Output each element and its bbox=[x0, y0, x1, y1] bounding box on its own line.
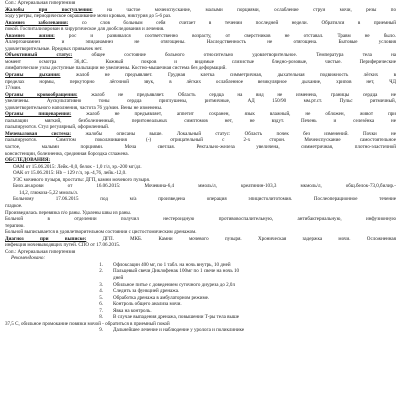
recommendation-number: 4. bbox=[99, 288, 103, 295]
line-text: ОАМ от 15.06.2015: Лейк.-0,0, белок - 1,0 г/л, эр.-200 мг/дл. bbox=[13, 163, 142, 170]
recommendation-text: Пальцевый свечи Диклофенак 100мг по 1 свече на ночь 10 bbox=[113, 268, 239, 275]
line-text: жалоб не предъявляет, аппетит сохранен, язык влажный, не обложен, живот при bbox=[71, 111, 396, 118]
line-text: общее состояние больного относительно удовлетворительное. Температура тела на bbox=[72, 52, 396, 59]
recommendations-section bbox=[5, 255, 396, 334]
line-text: пределах нормы, перкуторно лёгочной звук, в лёгких ослабленное везикулярное дыхание, хрипов нет, ЧД bbox=[5, 78, 396, 85]
section-label: Анамнез заболевания: bbox=[5, 19, 69, 26]
recommendation-text: Явка на контроль. bbox=[113, 307, 152, 314]
line-text: пальпируются. Стул регулярный, оформленный. bbox=[5, 124, 110, 131]
section-label: Анамнез жизни: bbox=[5, 32, 55, 39]
line-text: со слов больным себя считает в течении последней недели. Обратился в приемный bbox=[68, 19, 396, 26]
recommendation-continuation: дней bbox=[113, 274, 124, 281]
recommendation-number: 6. bbox=[99, 301, 103, 308]
section-label: ОБСЛЕДОВАНИЯ: bbox=[5, 157, 51, 164]
line-text: жалоб не предъявляет. Область сердца на вид не изменена, границы сердца не bbox=[77, 91, 396, 98]
recommendation-text: Дальнейшее лечение и наблюдение у уролога и поликлинике bbox=[113, 327, 245, 334]
line-text: пальпируются. Симптом поколачивания (-) отрицательный с 2-х сторон. Мочеиспускание самостоятельное bbox=[5, 137, 396, 144]
document-line bbox=[5, 79, 396, 86]
line-text: на частое мочеиспускание, малыми порциями, ослабление струи мочи, резы по bbox=[92, 6, 396, 13]
line-text: УЗС мочевого пузыря, простаты: ДГП, камни мочевого пузыря. bbox=[13, 176, 151, 183]
recommendation-continuation: 37,5 С, обильное промокание повязки мочой - обратиться в приемный покой bbox=[5, 320, 170, 327]
recommendation-text: Следить за функцией дренажа. bbox=[113, 288, 180, 295]
recommendations-list bbox=[5, 262, 396, 334]
recommendation-item bbox=[5, 314, 396, 321]
recommendation-number: 1. bbox=[99, 261, 103, 268]
document-body bbox=[5, 0, 396, 255]
recommendation-number: 8. bbox=[99, 314, 103, 321]
line-text: Больной в отделении получил нестероидную противовоспалительную, антибактериальную, инфузионную bbox=[5, 216, 396, 223]
recommendation-number: 2. bbox=[99, 268, 103, 275]
line-text: момент осмотра 36,4С. Кожный покров и видимые слизистые бледно-розовые, чистые. Периферические bbox=[5, 58, 396, 65]
section-label: Органы кровообращения: bbox=[5, 91, 78, 98]
line-text: Соп.: Артериальная гипертензия bbox=[5, 0, 76, 6]
line-text: увеличены. Аускультативно тоны сердца приглушены, ритмичные, АД 150/90 мм.рт.ст. Пульс ритмичный, bbox=[5, 98, 396, 105]
recommendation-number: 9. bbox=[99, 327, 103, 334]
line-text: пальпации мягкий, безболезненный, перитонеальных симптомов нет, не вздут. Печень и селезёнка не bbox=[5, 117, 396, 124]
line-text: удовлетворительного наполнения, частота 76 уд/мин. Вены не изменены. bbox=[5, 104, 163, 111]
section-label: Объективный статус: bbox=[5, 52, 73, 59]
recommendation-number: 5. bbox=[99, 294, 103, 301]
recommendation-text: В случае выпадения дренажа, повышении Т-ры тела выше bbox=[113, 314, 240, 321]
section-label: Органы дыхания: bbox=[5, 72, 61, 79]
line-text: Биох.ан.крови от 16.06.2015: Мочевина-6,4 ммоль/л, креатинин-103,3 мкмоль/л, общ.белок-73,0,билир.- bbox=[13, 183, 396, 190]
recommendation-item bbox=[5, 327, 396, 334]
line-text: Аллергоанамнез и эпиданамнез не отягощены. Наследственность не отягощена. Бытовые условия bbox=[5, 39, 396, 46]
line-text: Больному 17.06.2015 под м/а произведена операция эпицистолитотомия. Послеоперационное течение bbox=[13, 196, 396, 203]
line-text: инфекция мочевыводящих путей. СПО от 17.06.2015. bbox=[5, 242, 121, 249]
recommendation-text: Обильное питье с доведением суточного диуреза до 2,0л bbox=[113, 281, 235, 288]
recommendation-item bbox=[5, 268, 396, 275]
line-text: жалоб не предъявляет. Грудная клетка симметричная, дыхательная подвижность лёгких в bbox=[60, 72, 396, 79]
section-label: Мочевыловая система: bbox=[5, 130, 72, 137]
line-text: ходу уретры, периодическое окрашивание мочи кровью, никтурия до 5-6 раз. bbox=[5, 13, 172, 20]
document-line bbox=[5, 216, 396, 223]
recommendation-number: 7. bbox=[99, 307, 103, 314]
line-text: удовлетворительные. Вредных привычек нет. bbox=[5, 45, 103, 52]
line-text: Соп.: Артериальная гипертензия bbox=[5, 248, 76, 255]
recommendation-text: Обработка дренажа в амбулаторном режиме. bbox=[113, 294, 210, 301]
section-label: Жалобы при поступлении: bbox=[5, 6, 93, 13]
line-text: 14,2, глюкоза-5,22 ммоль/л. bbox=[19, 189, 79, 196]
recommendation-text: Контроль общего анализа мочи. bbox=[113, 301, 182, 308]
line-text: покой. Госпитализирован в хирургическое для дообследования и лечения. bbox=[5, 26, 165, 33]
line-text: 17/мин. bbox=[5, 85, 22, 92]
line-text: ДГП. МКБ. Камни мочевого пузыря. Хроническая задержка мочи. Осложненная bbox=[86, 235, 396, 242]
line-text: Больной выписывается в удовлетворительном состоянии с цистостомическим дренажом. bbox=[5, 229, 197, 236]
recommendation-number: 3. bbox=[99, 281, 103, 288]
line-text: консистенции, болезненна, срединная бороздка сглажена. bbox=[5, 150, 129, 157]
line-text: жалобы описаны выше. Локальный статус: Область почек без изменений. Почки не bbox=[71, 130, 396, 137]
line-text: гладкое. bbox=[5, 202, 23, 209]
line-text: терапию. bbox=[5, 222, 25, 229]
section-label: Органы пищеварения: bbox=[5, 111, 72, 118]
line-text: ОАК от 15.06.2015: Hb – 129 г/л, эр.-4,76, лейк.-12,0. bbox=[13, 170, 127, 177]
recommendation-text: Офлоксацин 400 мг, по 1 табл. на ночь внутрь, 10 дней bbox=[113, 261, 231, 268]
recommendations-title: Рекомендовано: bbox=[11, 255, 46, 262]
line-text: частое, малыми порциями. Моча светлая. Ректально-железа увеличена, симметричная, плотно-эластичной bbox=[5, 144, 396, 151]
section-label: Диагноз при выписке: bbox=[5, 235, 87, 242]
line-text: рос и развивался соответственно возрасту, от сверстников не отставал. Травм не было. bbox=[54, 32, 396, 39]
line-text: лимфатические узлы доступные пальпации не увеличены. Костно-мышечная система без деформаций. bbox=[5, 65, 227, 72]
document-line bbox=[5, 196, 396, 203]
line-text: Произведилась перевязка п/о раны. Удалены швы из раны. bbox=[5, 209, 132, 216]
